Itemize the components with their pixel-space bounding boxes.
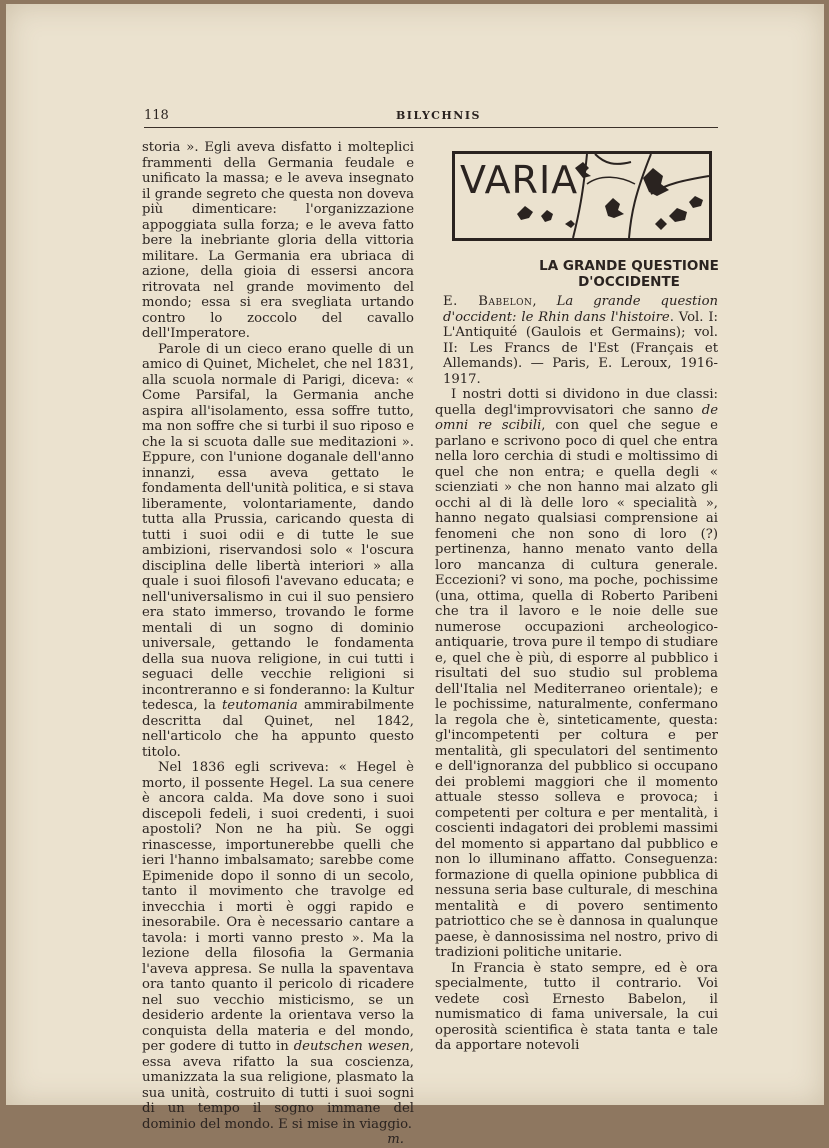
header-rule [144, 127, 718, 128]
book-citation: E. Babelon, La grande question d'occident: le Rhin dans l'histoire. Vol. I: L'Antiquité (Gaulois et Germains); vol. II: Les Francs de l'Est (Français et Allemands). — Paris, E. Leroux, 1916-1917. [443, 294, 719, 387]
section-title: LA GRANDE QUESTIONE D'OCCIDENTE [539, 258, 719, 290]
varia-label: VARIA [460, 158, 579, 202]
paragraph: Parole di un cieco erano quelle di un amico di Quinet, Michelet, che nel 1831, alla scuola normale di Parigi, diceva: « Come Parsifal, la Germania anche aspira all'isolamento, essa soffre tutto, ma non soffre che si turbi il suo riposo e che la si scuota dalle sue meditazioni ». Eppure, con l'unione doganale dell'anno innanzi, essa aveva gettato le fondamenta dell'unità politica, e si stava liberamente, volontariamente, dando tutta alla Prussia, caricando questa di tutti i suoi odii e di tutte le sue ambizioni, riservandosi solo « l'oscura disciplina delle libertà interiori » alla quale i suoi filosofi l'avevano educata; e nell'universalismo in cui il suo pensiero era stato immerso, trovando le forme mentali di un sogno di dominio universale, gettando le fondamenta della sua nuova religione, in cui tutti i seguaci delle vecchie religioni si incontreranno e si fonderanno: la Kultur tedesca, la teutomania ammirabilmente descritta dal Quinet, nel 1842, nell'articolo che ha appunto questo titolo. [142, 341, 414, 760]
page-number: 118 [144, 108, 169, 123]
paragraph: In Francia è stato sempre, ed è ora specialmente, tutto il contrario. Voi vedete così Ernesto Babelon, il numismatico di fama universale, la cui operosità scientifica è stata tanta e tale da apportare notevoli [435, 960, 718, 1053]
paragraph: Nel 1836 egli scriveva: « Hegel è morto, il possente Hegel. La sua cenere è ancora calda. Ma dove sono i suoi discepoli fedeli, i suoi credenti, i suoi apostoli? Non ne ha più. Se oggi rinascesse, importunerebbe quelli che ieri l'hanno imbalsamato; sarebbe come Epimenide dopo il sonno di un secolo, tanto il movimento che travolge ed invecchia i morti è oggi rapido e inesorabile. Ora è necessario cantare a tavola: i morti vanno presto ». Ma la lezione della filosofia la Germania l'aveva appresa. Se nulla la spaventava ora tanto quanto il pericolo di ricadere nel suo vecchio misticismo, se un desiderio ardente la orientava verso la conquista della materia e del mondo, per godere di tutto in deutschen wesen, essa aveva rifatto la sua coscienza, umanizzata la sua religione, plasmato la sua unità, costruito di tutti i suoi sogni di un tempo il sogno immane del dominio del mondo. E si mise in viaggio. m. [142, 760, 414, 1147]
varia-ornament [452, 151, 712, 241]
left-column [142, 140, 414, 1148]
right-column [435, 294, 718, 1054]
running-header [144, 108, 718, 124]
paragraph: I nostri dotti si dividono in due classi: quella degl'improvvisatori che sanno de omni re scibili, con quel che segue e parlano e scrivono poco di quel che entra nella loro cerchia di studi e moltissimo di quel che non entra; e quella degli « scienziati » che non hanno mai alzato gli occhi al di là delle loro « specialità », hanno negato qualsiasi comprensione ai fenomeni che non sono di loro (?) pertinenza, hanno menato vanto della loro mancanza di cultura generale. Eccezioni? vi sono, ma poche, pochissime (una, ottima, quella di Roberto Paribeni che tra il lavoro e le noie delle sue numerose occupazioni archeologico-antiquarie, trova pure il tempo di studiare e, quel che è più, di esporre al pubblico i risultati del suo studio sul problema dell'Italia nel Mediterraneo orientale); e le pochissime, naturalmente, confermano la regola che è, sinteticamente, questa: gl'incompetenti per coltura e per mentalità, gli speculatori del sentimento e dell'ignoranza del pubblico si occupano dei problemi maggiori che il momento attuale stesso solleva e provoca; i competenti per coltura e per mentalità, i coscienti indagatori dei problemi massimi del momento si appartano dal pubblico e non lo illuminano affatto. Conseguenza: formazione di quella opinione pubblica di nessuna seria base culturale, di meschina mentalità e di povero sentimento patriottico che se è dannosa in qualunque paese, è dannosissima nel nostro, privo di tradizioni politiche unitarie. [435, 387, 718, 960]
paragraph: storia ». Egli aveva disfatto i molteplici frammenti della Germania feudale e unificato la massa; e le aveva insegnato il grande segreto che questa non doveva più dimenticare: l'organizzazione appoggiata sulla forza; e le aveva fatto bere la inebriante gloria della vittoria militare. La Germania era ubriaca di azione, della gioia di essersi ancora ritrovata nel grande movimento del mondo; essa si era svegliata urtando contro lo zoccolo del cavallo dell'Imperatore. [142, 140, 414, 341]
journal-title: BILYCHNIS [396, 109, 481, 122]
author-signature: m. [387, 1132, 404, 1147]
page [6, 4, 824, 1147]
